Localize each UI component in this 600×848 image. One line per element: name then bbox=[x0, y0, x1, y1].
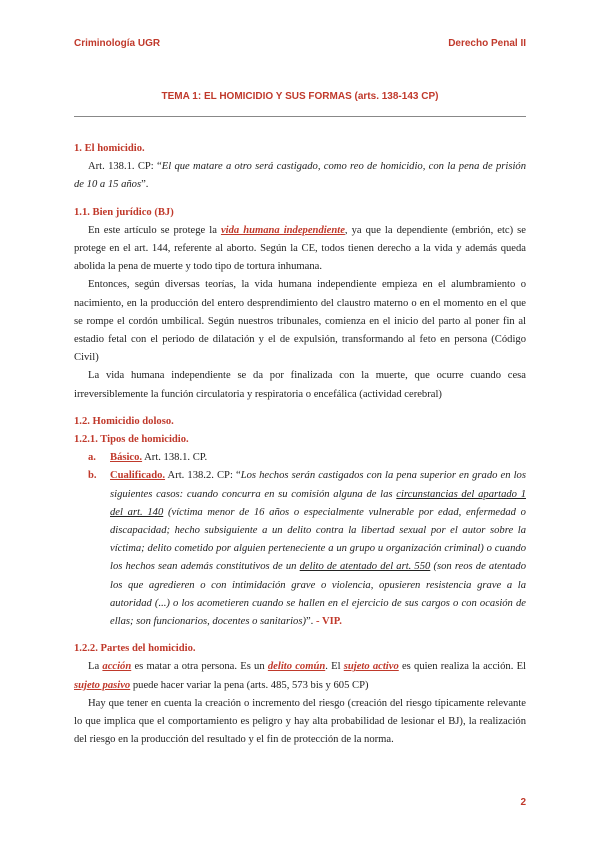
text-span: Art. 138.1. CP. bbox=[142, 452, 208, 464]
bien-juridico-paragraph-2: Entonces, según diversas teorías, la vida humana independiente empieza en el alumbramiento o nacimiento, en la producción del entero desprendimiento del claustro materno o en el momento en el que se rompe el cordón umbilical. Según nuestros tribunales, comienza en el inicio del parto al poner fin al estadio fetal con el periodo de dilatación y el de expulsión, transformando al feto en persona (Código Civil) bbox=[74, 279, 526, 364]
text-span: es quien realiza la acción. El bbox=[398, 661, 527, 673]
text-span: es matar a otra persona. Es un bbox=[131, 661, 268, 673]
quote-end: ”. bbox=[305, 616, 316, 628]
article-quote: El que matare a otro será castigado, como reo de homicidio, con la pena de prisión de 10 a 15 años bbox=[74, 161, 526, 191]
list-marker: a. bbox=[88, 452, 96, 464]
quote-end: ”. bbox=[141, 179, 149, 191]
partes-paragraph-2: Hay que tener en cuenta la creación o incremento del riesgo (creación del riesgo típicamente relevante lo que implica que el comportamiento es peligro y hay alta probabilidad de lesionar el BJ), la realización del riesgo en la producción del resultado y el fin de protección de la norma. bbox=[74, 697, 526, 746]
text-span: . El bbox=[325, 661, 344, 673]
emphasis-sujeto-activo: sujeto activo bbox=[343, 661, 399, 673]
label-basico: Básico. bbox=[110, 452, 143, 464]
label-cualificado: Cualificado. bbox=[110, 470, 166, 482]
bien-juridico-paragraph-1 bbox=[74, 222, 526, 277]
article-138-paragraph bbox=[74, 158, 526, 194]
quote-span: (son reos de atentado los que agredieren o con intimidación grave o violencia, opusieren resistencia grave a la autoridad (...) o los acometieren cuando se hallen en el ejercicio de sus cargos o con ocasión de ellas; son funcionarios, docentes o sanitarios) bbox=[110, 561, 526, 628]
emphasis-vida-humana: vida humana independiente bbox=[220, 224, 345, 236]
header-subject: Derecho Penal II bbox=[448, 38, 526, 49]
subsection-heading-partes: 1.2.2. Partes del homicidio. bbox=[74, 643, 196, 655]
underlined-ref-art-550: delito de atentado del art. 550 bbox=[299, 561, 431, 573]
emphasis-sujeto-pasivo: sujeto pasivo bbox=[74, 679, 131, 691]
bien-juridico-paragraph-3: La vida humana independiente se da por finalizada con la muerte, que ocurre cuando cesa irreversiblemente la función circulatoria y respiratoria o encefálica (actividad cerebral) bbox=[74, 370, 526, 400]
partes-paragraph-1 bbox=[74, 658, 526, 694]
section-heading-bien-juridico: 1.1. Bien jurídico (BJ) bbox=[74, 206, 174, 218]
quote-span: Los hechos serán castigados con la pena superior en grado en los siguientes casos: cuando concurra en su comisión alguna de las bbox=[110, 470, 526, 500]
document-body bbox=[74, 140, 526, 750]
text-span: La bbox=[88, 661, 103, 673]
header-course: Criminología UGR bbox=[74, 38, 161, 49]
emphasis-accion: acción bbox=[102, 661, 132, 673]
text-span: puede hacer variar la pena (arts. 485, 573 bis y 605 CP) bbox=[130, 679, 369, 691]
title-divider bbox=[74, 116, 526, 117]
list-item-cualificado bbox=[74, 467, 526, 631]
underlined-ref-art-140: circunstancias del apartado 1 del art. 140 bbox=[110, 488, 526, 518]
text-span: Art. 138.2. CP: “ bbox=[165, 470, 241, 482]
list-item-basico bbox=[74, 449, 526, 467]
section-heading-homicidio: 1. El homicidio. bbox=[74, 143, 145, 154]
article-ref: Art. 138.1. CP: “ bbox=[88, 161, 162, 173]
text-span: , ya que la dependiente (embrión, etc) se protege en el art. 144, referente al aborto. Según la CE, todos tienen derecho a la vida y además queda abolida la pena de muerte y todo tipo de tortura inhumana. bbox=[74, 224, 526, 273]
page-header bbox=[74, 38, 526, 52]
emphasis-delito-comun: delito común bbox=[267, 661, 326, 673]
page-title: TEMA 1: EL HOMICIDIO Y SUS FORMAS (arts. 138-143 CP) bbox=[161, 91, 439, 102]
quote-span: (víctima menor de 16 años o especialmente vulnerable por edad, enfermedad o discapacidad; hecho subsiguiente a un delito contra la libertad sexual por el autor sobre la víctima; delito cometido por alguien perteneciente a un grupo u organización criminal) o cuando los hechos sean además constitutivos de un bbox=[110, 506, 526, 573]
subsection-heading-tipos: 1.2.1. Tipos de homicidio. bbox=[74, 434, 189, 446]
vip-note: - VIP. bbox=[315, 616, 342, 628]
list-marker: b. bbox=[88, 470, 97, 482]
text-span: En este artículo se protege la bbox=[88, 224, 221, 236]
section-heading-homicidio-doloso: 1.2. Homicidio doloso. bbox=[74, 415, 174, 427]
page-number: 2 bbox=[520, 797, 526, 808]
